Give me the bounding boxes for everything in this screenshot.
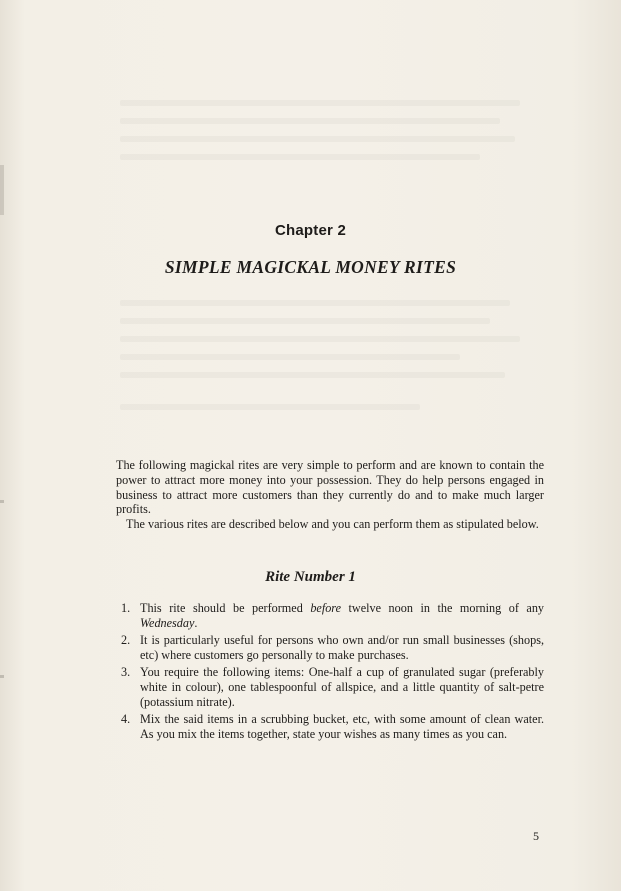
step-emphasis: Wednesday (140, 616, 195, 630)
show-through-line (120, 404, 420, 410)
show-through-line (120, 118, 500, 124)
chapter-label: Chapter 2 (275, 222, 346, 239)
rite-steps-list (116, 601, 544, 744)
show-through-line (120, 136, 515, 142)
step-number: 4. (121, 712, 131, 726)
binding-shadow (0, 500, 4, 503)
binding-shadow (0, 165, 4, 215)
show-through-line (120, 372, 505, 378)
step-text: . (194, 616, 198, 630)
list-item (116, 665, 544, 710)
show-through-line (120, 354, 460, 360)
step-text: You require the following items: One-half a cup of granulated sugar (preferably white in colour), one tablespoonful of allspice, and a little quantity of salt-petre (potassium nitrate). (140, 665, 544, 709)
step-text: twelve noon in the morning of any (341, 601, 545, 615)
step-number: 2. (121, 633, 131, 647)
list-item (116, 601, 544, 631)
page-number: 5 (533, 829, 539, 843)
step-number: 1. (121, 601, 131, 615)
chapter-title: SIMPLE MAGICKAL MONEY RITES (164, 257, 457, 277)
rite-heading: Rite Number 1 (265, 569, 356, 585)
step-emphasis: before (310, 601, 342, 615)
show-through-line (120, 154, 480, 160)
list-item (116, 633, 544, 663)
show-through-line (120, 100, 520, 106)
intro-paragraph: The various rites are described below and you can perform them as stipulated below. (126, 517, 539, 532)
step-text: This rite should be performed (140, 601, 311, 615)
step-number: 3. (121, 665, 131, 679)
show-through-line (120, 318, 490, 324)
list-item (116, 712, 544, 742)
intro-text (116, 458, 544, 532)
intro-paragraph: The following magickal rites are very simple to perform and are known to contain the power to attract more money into your possession. They do help persons engaged in business to attract more customers than they currently do and to make much larger profits. (116, 458, 544, 517)
step-text: Mix the said items in a scrubbing bucket, etc, with some amount of clean water. As you mix the items together, state your wishes as many times as you can. (140, 712, 544, 741)
show-through-line (120, 300, 510, 306)
binding-shadow (0, 675, 4, 678)
show-through-line (120, 336, 520, 342)
step-text: It is particularly useful for persons who own and/or run small businesses (shops, etc) where customers go personally to make purchases. (140, 633, 544, 662)
